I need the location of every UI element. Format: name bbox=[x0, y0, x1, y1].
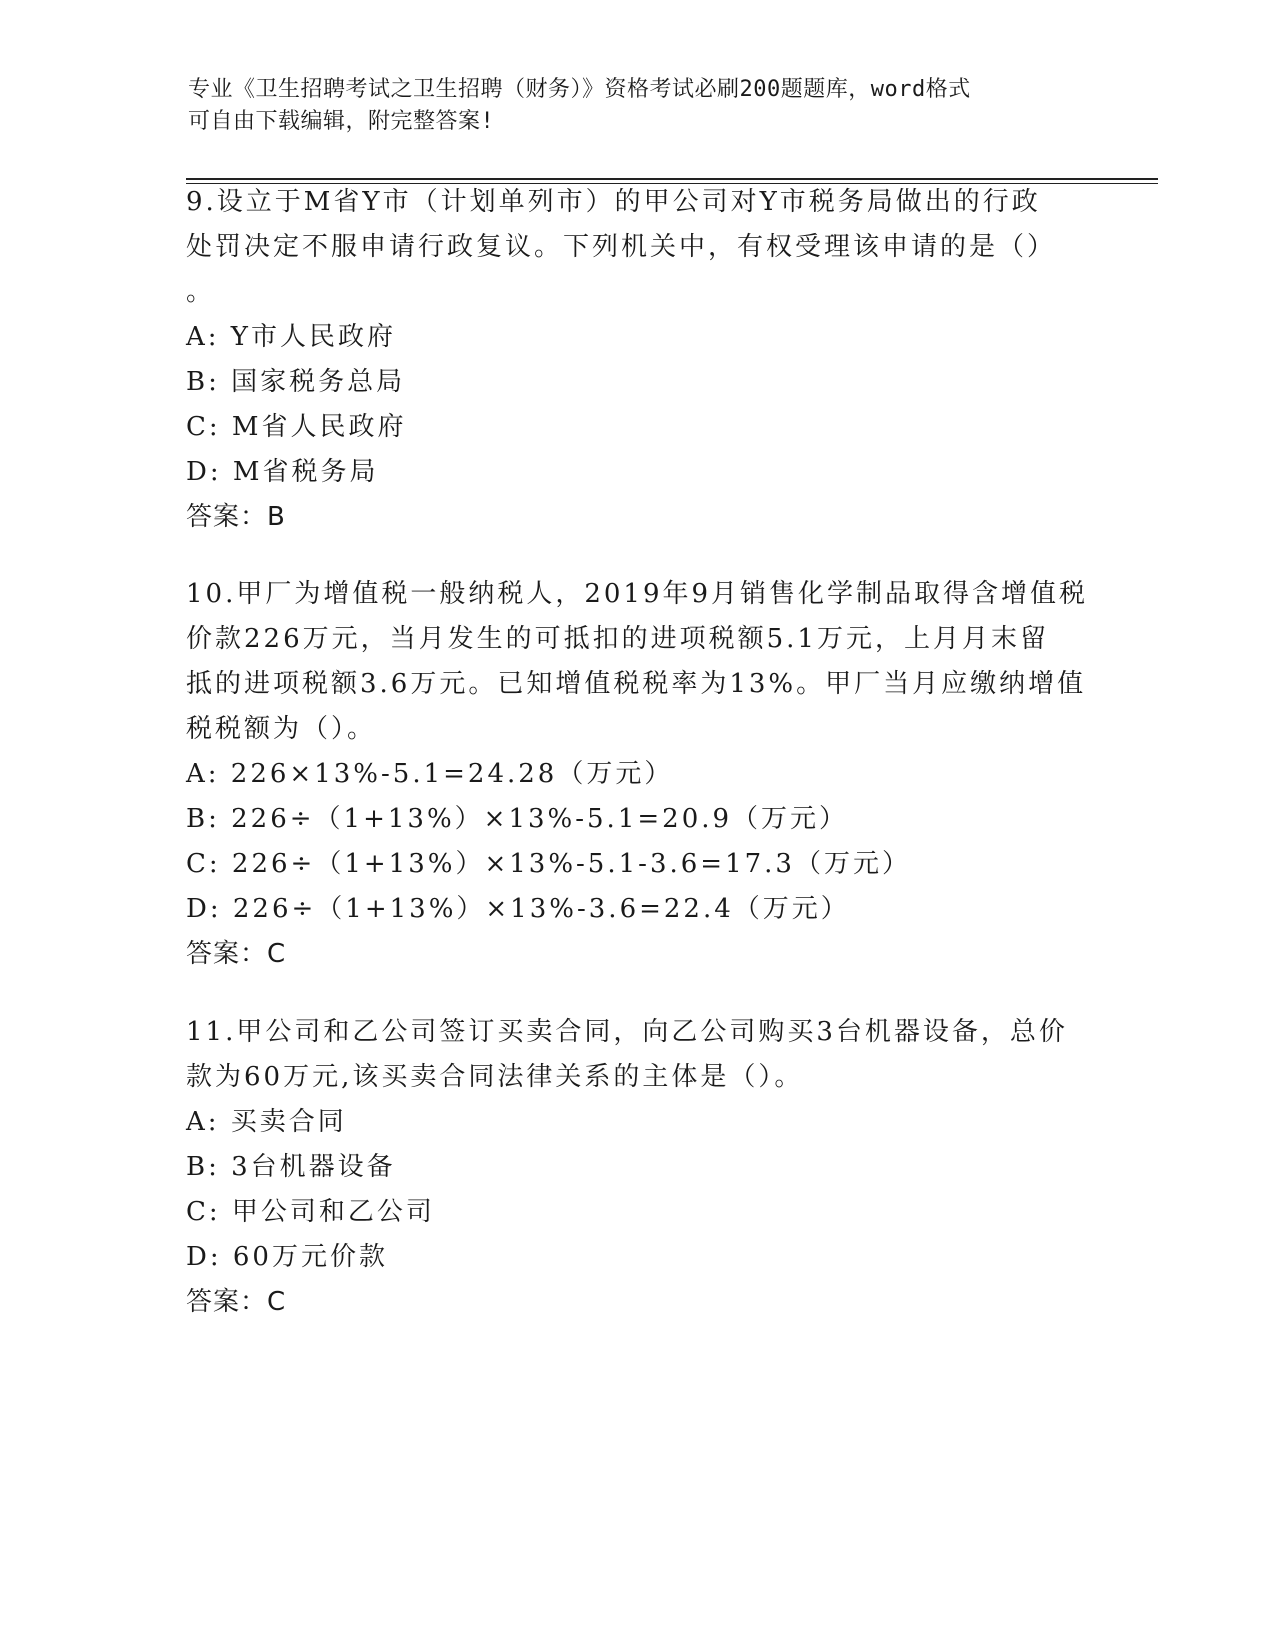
question-stem bbox=[186, 572, 1089, 752]
option-c: C: 226÷（1+13%）×13%-5.1-3.6=17.3（万元） bbox=[186, 849, 911, 879]
option-a: A: Y市人民政府 bbox=[186, 322, 396, 352]
option-c: C: M省人民政府 bbox=[186, 412, 407, 442]
stem-line: 价款226万元，当月发生的可抵扣的进项税额5.1万元，上月月末留 bbox=[186, 624, 1049, 654]
stem-line: 。 bbox=[186, 277, 216, 307]
stem-line: 9.设立于M省Y市（计划单列市）的甲公司对Y市税务局做出的行政 bbox=[186, 187, 1041, 217]
option-b: B: 226÷（1+13%）×13%-5.1=20.9（万元） bbox=[186, 804, 849, 834]
stem-line: 款为60万元,该买卖合同法律关系的主体是（）。 bbox=[186, 1062, 804, 1092]
header-line-2: 可自由下载编辑，附完整答案! bbox=[188, 109, 495, 134]
option-b: B: 国家税务总局 bbox=[186, 367, 406, 397]
document-header bbox=[188, 74, 1088, 138]
answer-label: 答案：C bbox=[186, 1287, 287, 1317]
option-c: C: 甲公司和乙公司 bbox=[186, 1197, 435, 1227]
option-d: D: 60万元价款 bbox=[186, 1242, 388, 1272]
question-9 bbox=[186, 180, 1086, 540]
stem-line: 抵的进项税额3.6万元。已知增值税税率为13%。甲厂当月应缴纳增值 bbox=[186, 669, 1087, 699]
option-d: D: 226÷（1+13%）×13%-3.6=22.4（万元） bbox=[186, 894, 850, 924]
answer-label: 答案：B bbox=[186, 502, 286, 532]
stem-line: 处罚决定不服申请行政复议。下列机关中，有权受理该申请的是（） bbox=[186, 232, 1057, 262]
stem-line: 10.甲厂为增值税一般纳税人，2019年9月销售化学制品取得含增值税 bbox=[186, 579, 1089, 609]
answer-label: 答案：C bbox=[186, 939, 287, 969]
option-b: B: 3台机器设备 bbox=[186, 1152, 396, 1182]
option-a: A: 226×13%-5.1=24.28（万元） bbox=[186, 759, 674, 789]
question-stem bbox=[186, 1010, 1086, 1100]
question-11 bbox=[186, 1010, 1086, 1325]
question-stem bbox=[186, 180, 1086, 315]
header-line-1: 专业《卫生招聘考试之卫生招聘（财务）》资格考试必刷200题题库，word格式 bbox=[188, 77, 971, 102]
option-d: D: M省税务局 bbox=[186, 457, 379, 487]
stem-line: 11.甲公司和乙公司签订买卖合同，向乙公司购买3台机器设备，总价 bbox=[186, 1017, 1068, 1047]
question-10 bbox=[186, 572, 1089, 977]
stem-line: 税税额为（）。 bbox=[186, 714, 377, 744]
option-a: A: 买卖合同 bbox=[186, 1107, 347, 1137]
